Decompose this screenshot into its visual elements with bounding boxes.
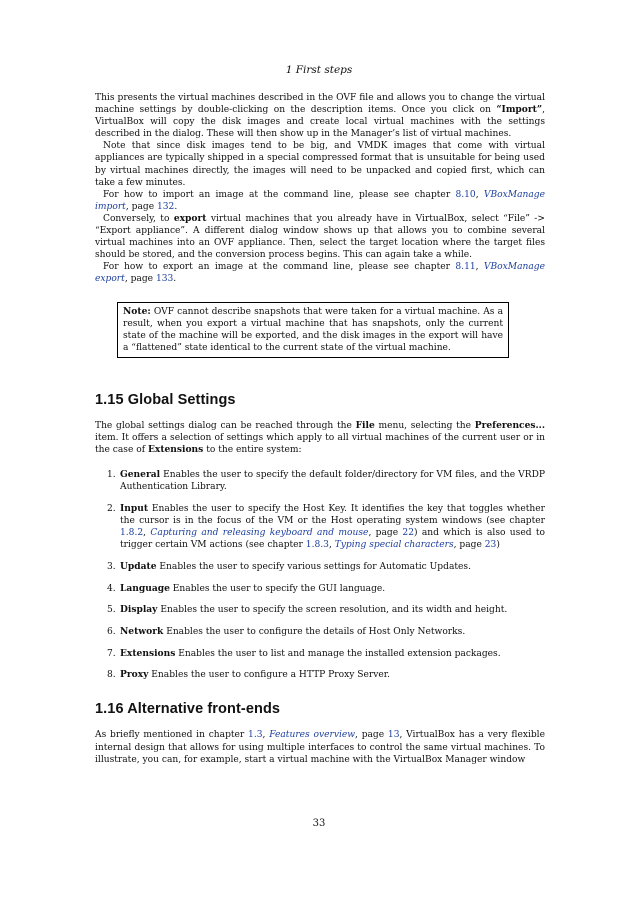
page-body [95, 92, 545, 766]
export-label: export [173, 212, 207, 224]
list-number: 5. [107, 605, 116, 616]
text-span: , page [355, 730, 388, 741]
list-term: Update [120, 560, 157, 572]
text-span: , [143, 528, 151, 539]
text-span: As briefly mentioned in chapter [95, 730, 249, 741]
page-link-132[interactable]: 132 [156, 201, 175, 212]
text-span: , [328, 540, 335, 551]
list-item-language [95, 583, 545, 595]
note-text: OVF cannot describe snapshots that were taken for a virtual machine. As a result, when you export a virtual machine that has snapshots, only the current state of the machine will be exported, and the disk images in the export will have a “flattened” state identical to the current state of the virtual machine. [123, 306, 503, 353]
list-term: Input [120, 502, 149, 514]
paragraph-ovf-import [95, 92, 545, 140]
vboxmanage-import-link[interactable]: VBoxManage import [95, 189, 545, 212]
running-head: 1 First steps [285, 64, 353, 76]
text-span: , page [124, 274, 156, 285]
list-item-general [95, 469, 545, 493]
text-span: , [475, 189, 484, 200]
preferences-label: Preferences... [474, 419, 545, 431]
page-link-13[interactable]: 13 [387, 730, 400, 741]
list-term: Proxy [120, 669, 149, 681]
list-text: Enables the user to specify the screen resolution, and its width and height. [157, 605, 508, 616]
chapter-link-1-3[interactable]: 1.3 [248, 730, 263, 741]
text-span: . [173, 274, 177, 285]
list-text: Enables the user to configure a HTTP Proxy Server. [148, 670, 390, 681]
paragraph-export [95, 213, 545, 261]
list-number: 6. [107, 626, 116, 637]
list-text: Enables the user to specify the default folder/directory for VM files, and the VRDP Authentication Library. [120, 470, 545, 493]
chapter-link-8-11[interactable]: 8.11 [455, 262, 476, 273]
text-span: , page [368, 528, 403, 539]
list-number: 3. [107, 561, 116, 572]
text-span: For how to import an image at the command line, please see chapter [103, 189, 456, 200]
text-span: , page [453, 540, 485, 551]
paragraph-front-ends [95, 729, 545, 765]
list-item-update [95, 561, 545, 573]
list-item-extensions [95, 648, 545, 660]
page-link-22[interactable]: 22 [402, 528, 414, 539]
text-span: , page [125, 201, 157, 212]
text-span: , VirtualBox will copy the disk images and create local virtual machines with the settings described in the dialog. These will then show up in the Manager’s list of virtual machines. [95, 105, 545, 140]
paragraph-export-cli [95, 261, 545, 285]
list-item-proxy [95, 669, 545, 681]
note-box [117, 302, 509, 358]
capturing-keyboard-link[interactable]: Capturing and releasing keyboard and mouse [150, 528, 369, 539]
list-item-network [95, 626, 545, 638]
text-span: , VirtualBox has a very flexible internal design that allows for using multiple interfaces to control the same virtual machines. To illustrate, you can, for example, start a virtual machine with the VirtualBox Manager window [95, 730, 545, 765]
section-heading-global-settings: 1.15 Global Settings [95, 391, 236, 408]
chapter-link-8-10[interactable]: 8.10 [455, 189, 476, 200]
text-span: , [262, 730, 270, 741]
list-number: 8. [107, 670, 116, 681]
vboxmanage-export-link[interactable]: VBoxManage export [95, 262, 545, 285]
list-term: Extensions [120, 647, 176, 659]
text-span: The global settings dialog can be reached through the [95, 420, 356, 431]
list-number: 2. [107, 503, 116, 514]
list-number: 4. [107, 583, 116, 594]
list-item-input [95, 503, 545, 551]
text-span: item. It offers a selection of settings which apply to all virtual machines of the current user or in the case of [95, 432, 545, 456]
text-span: to the entire system: [203, 445, 302, 456]
section-heading-alternative-front-ends: 1.16 Alternative front-ends [95, 701, 281, 718]
list-term: Language [120, 582, 170, 594]
list-text: Enables the user to configure the details of Host Only Networks. [163, 626, 466, 637]
page-link-133[interactable]: 133 [155, 274, 174, 285]
list-item-display [95, 604, 545, 616]
list-text: Enables the user to list and manage the installed extension packages. [175, 648, 501, 659]
settings-list [95, 469, 545, 681]
chapter-link-1-8-2[interactable]: 1.8.2 [120, 528, 144, 539]
list-number: 1. [107, 470, 116, 481]
list-term: Network [120, 625, 164, 637]
paragraph-vmdk-note: Note that since disk images tend to be big, and VMDK images that come with virtual appliances are typically shipped in a special compressed format that is unsuitable for being used by virtual machines directly, the images will need to be unpacked and copied first, which can take a few minutes. [95, 141, 545, 188]
paragraph-import-cli [95, 189, 545, 213]
list-term: Display [120, 604, 158, 616]
list-number: 7. [107, 648, 116, 659]
file-menu-label: File [355, 419, 375, 431]
import-label: “Import” [496, 104, 543, 116]
list-text: Enables the user to specify various settings for Automatic Updates. [156, 561, 471, 572]
extensions-label: Extensions [147, 444, 204, 456]
list-term: General [120, 469, 161, 481]
typing-special-characters-link[interactable]: Typing special characters [334, 540, 454, 551]
text-span: For how to export an image at the command line, please see chapter [103, 262, 456, 273]
list-text: Enables the user to specify the GUI language. [169, 583, 386, 594]
note-label: Note: [123, 305, 151, 317]
text-span: virtual machines that you already have in VirtualBox, select “File” -> “Export appliance”. A different dialog window shows up that allows you to combine several virtual machines into an OVF appliance. Then, select the target location where the target files should be stored, and the conversion process begins. This can again take a while. [95, 213, 545, 261]
text-span: , [475, 262, 484, 273]
text-span: ) [496, 540, 500, 551]
chapter-link-1-8-3[interactable]: 1.8.3 [305, 540, 329, 551]
features-overview-link[interactable]: Features overview [269, 730, 356, 741]
list-text: Enables the user to specify the Host Key. It identifies the key that toggles whether the cursor is in the focus of the VM or the Host operating system windows (see chapter [120, 503, 545, 527]
text-span: Conversely, to [103, 213, 174, 224]
paragraph-global-settings-intro [95, 420, 545, 456]
page-link-23[interactable]: 23 [484, 540, 497, 551]
text-span: This presents the virtual machines described in the OVF file and allows you to change the virtual machine settings by double-clicking on the description items. Once you click on [95, 93, 545, 116]
text-span: . [174, 201, 178, 212]
page-number: 33 [312, 818, 326, 829]
text-span: menu, selecting the [374, 420, 475, 431]
text-span: ) and which is also used to trigger certain VM actions (see chapter [120, 528, 545, 551]
